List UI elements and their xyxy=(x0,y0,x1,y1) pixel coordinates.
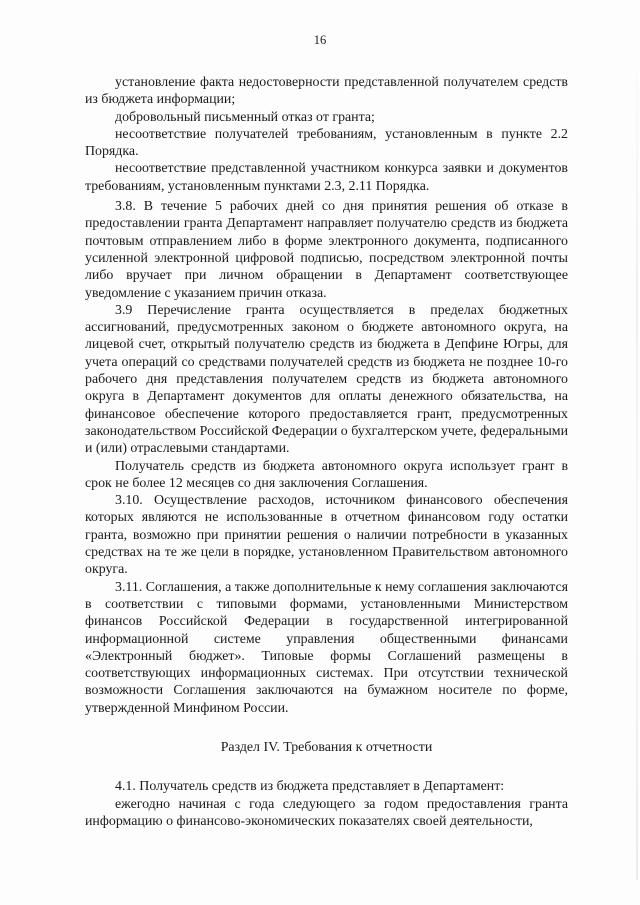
paragraph-3-11: 3.11. Соглашения, а также дополнительные к нему соглашения заключаются в соответствии с типовыми формами, установленными Министерством финансов Российской Федерации в государственной интегрированной информационной системе управления общественными финансами «Электронный бюджет». Типовые формы Соглашений размещены в соответствующих информационных системах. При отсутствии технической возможности Соглашения заключаются на бумажном носителе по форме, утвержденной Минфином России. xyxy=(85,579,568,716)
paragraph-voluntary-refusal: добровольный письменный отказ от гранта; xyxy=(115,109,375,125)
page-number: 16 xyxy=(313,33,327,47)
paragraph-noncompliance-application: несоответствие представленной участником конкурса заявки и документов требованиям, установленным пунктами 2.3, 2.11 Порядка. xyxy=(85,161,568,194)
section-heading: Раздел IV. Требования к отчетности xyxy=(220,739,433,755)
paragraph-unreliable-info: установление факта недостоверности представленной получателем средств из бюджета информации; xyxy=(85,75,568,108)
paragraph-4-1: 4.1. Получатель средств из бюджета представляет в Департамент: xyxy=(115,779,505,795)
paragraph-3-8: 3.8. В течение 5 рабочих дней со дня принятия решения об отказе в предоставлении гранта Департамент направляет получателю средств из бюджета почтовым отправлением либо в форме электронного документа, подписанного усиленной электронной цифровой подписью, посредством электронной почты либо вручает при личном обращении в Департамент соответствующее уведомление с указанием причин отказа. xyxy=(85,199,568,301)
document-body xyxy=(85,74,568,830)
paragraph-annual-report: ежегодно начиная с года следующего за годом предоставления гранта информацию о финансово-экономических показателях своей деятельности, xyxy=(85,796,568,829)
paragraph-3-10: 3.10. Осуществление расходов, источником финансового обеспечения которых являются не использованные в отчетном финансовом году остатки гранта, возможно при принятии решения о наличии потребности в указанных средствах на те же цели в порядке, установленном Правительством автономного округа. xyxy=(85,493,568,578)
paragraph-grant-usage-term: Получатель средств из бюджета автономного округа использует грант в срок не более 12 месяцев со дня заключения Соглашения. xyxy=(85,458,568,491)
scan-edge-shadow xyxy=(636,40,638,880)
paragraph-noncompliance-recipients: несоответствие получателей требованиям, установленным в пункте 2.2 Порядка. xyxy=(85,126,568,160)
paragraph-3-9: 3.9 Перечисление гранта осуществляется в пределах бюджетных ассигнований, предусмотренных законом о бюджете автономного округа, на лицевой счет, открытый получателю средств из бюджета в Депфине Югры, для учета операций со средствами получателей средств из бюджета не позднее 10-го рабочего дня представления получателем средств из бюджета автономного округа в Департамент документов для оплаты денежного обязательства, на финансовое обеспечение которого предоставляется грант, предусмотренных законодательством Российской Федерации о бухгалтерском учете, федеральными и (или) отраслевыми стандартами. xyxy=(85,302,568,457)
